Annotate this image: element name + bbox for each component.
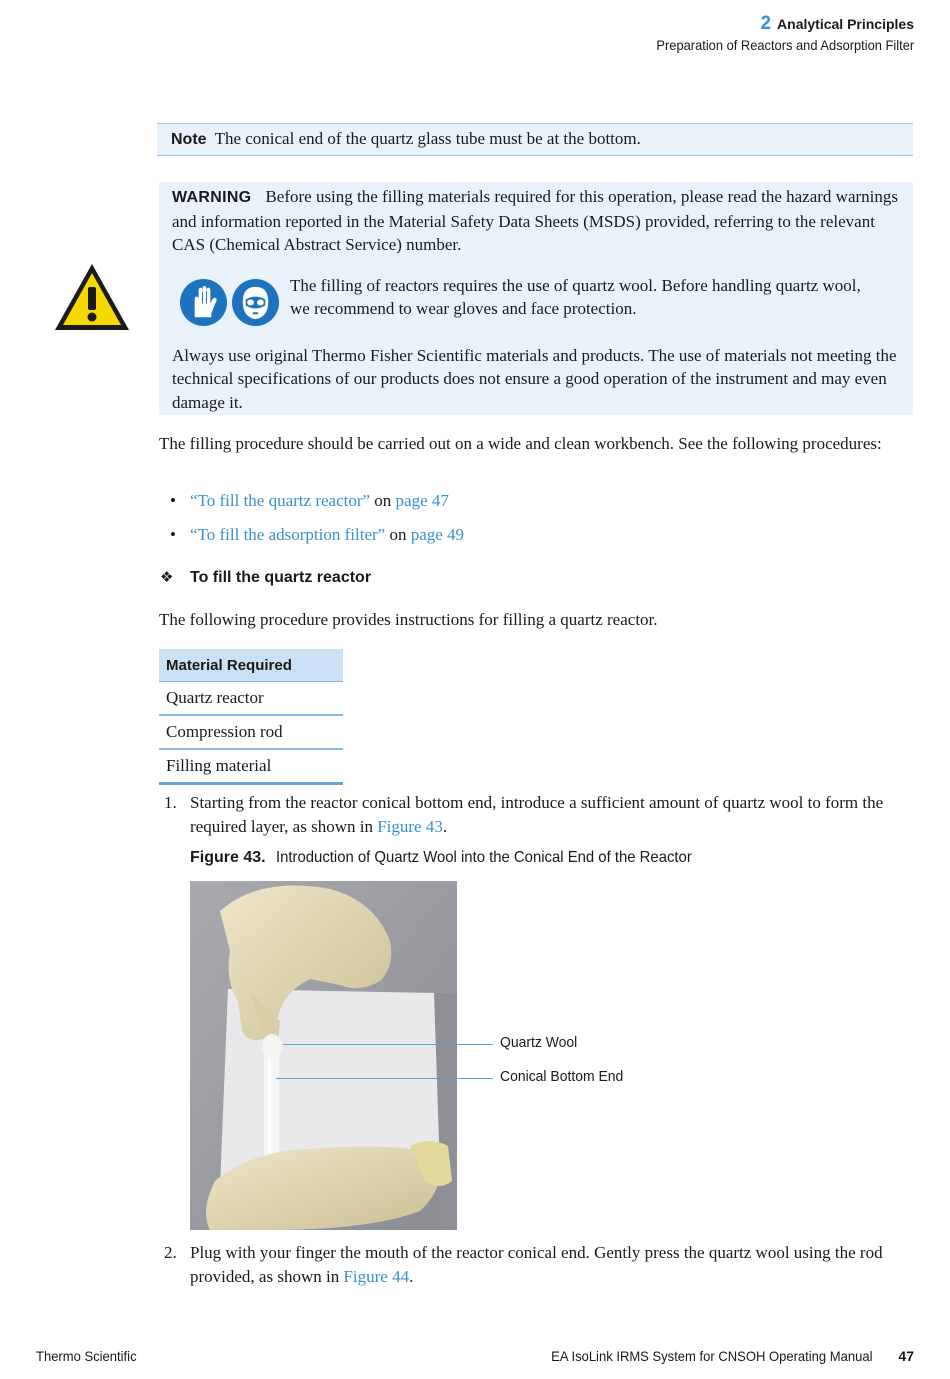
warning-box — [159, 182, 913, 415]
callout-line-conical-bottom-end — [276, 1078, 493, 1079]
list-item: • “To fill the quartz reactor” on page 47 — [170, 491, 449, 510]
face-protection-icon — [231, 278, 280, 327]
table-row: Compression rod — [159, 715, 343, 749]
note-label: Note — [171, 131, 207, 148]
warning-label: WARNING — [172, 189, 252, 206]
link-figure-43[interactable]: Figure 43 — [377, 816, 443, 836]
chapter-title: Analytical Principles — [777, 16, 914, 32]
step-1: 1. Starting from the reactor conical bottom end, introduce a sufficient amount of quartz wool to form the required layer, as shown in Figure 43. — [164, 793, 884, 836]
figure-title: Introduction of Quartz Wool into the Conical End of the Reactor — [275, 849, 692, 866]
callout-quartz-wool: Quartz Wool — [500, 1034, 578, 1051]
link-page-47[interactable]: page 47 — [395, 491, 449, 510]
procedure-intro: The following procedure provides instructions for filling a quartz reactor. — [159, 610, 658, 629]
materials-text: Always use original Thermo Fisher Scientific materials and products. The use of materials not meeting the technical specifications of our products does not ensure a good operation of the instrument and may even damage it. — [172, 345, 897, 412]
table-row: Quartz reactor — [159, 682, 343, 716]
footer-right — [527, 1348, 914, 1364]
list-item: • “To fill the adsorption filter” on page 49 — [170, 525, 465, 544]
warning-text: Before using the filling materials required for this operation, please read the hazard warnings and information reported in the Material Safety Data Sheets (MSDS) provided, referring to the relevant CAS (Chemical Abstract Service) number. — [172, 187, 898, 254]
note-text: The conical end of the quartz glass tube must be at the bottom. — [214, 129, 641, 148]
note-box — [157, 123, 913, 156]
gloves-icon — [179, 278, 228, 327]
running-header — [634, 14, 914, 54]
warning-triangle-icon — [52, 261, 132, 333]
link-fill-adsorption-filter[interactable]: “To fill the adsorption filter” — [190, 525, 386, 544]
procedure-heading: ❖ To fill the quartz reactor — [160, 569, 372, 586]
step-2: 2. Plug with your finger the mouth of the reactor conical end. Gently press the quartz wool using the rod provided, as shown in Figure 44. — [164, 1243, 883, 1286]
link-fill-quartz-reactor[interactable]: “To fill the quartz reactor” — [190, 491, 371, 510]
ppe-text: The filling of reactors requires the use of quartz wool. Before handling quartz wool, we recommend to wear gloves and face protection. — [290, 275, 861, 318]
link-figure-44[interactable]: Figure 44 — [343, 1266, 410, 1286]
figure-caption — [190, 849, 723, 867]
link-page-49[interactable]: page 49 — [410, 525, 465, 544]
chapter-number: 2 — [760, 13, 772, 34]
footer-manual-title: EA IsoLink IRMS System for CNSOH Operating Manual — [551, 1348, 873, 1364]
intro-paragraph: The filling procedure should be carried out on a wide and clean workbench. See the following procedures: — [159, 434, 882, 453]
material-table-header: Material Required — [159, 649, 343, 682]
procedure-diamond-icon: ❖ — [160, 569, 174, 586]
page-number: 47 — [898, 1348, 914, 1364]
section-title: Preparation of Reactors and Adsorption Filter — [656, 37, 914, 53]
footer-left: Thermo Scientific — [36, 1348, 137, 1364]
procedure-link-list — [170, 489, 464, 557]
callout-line-quartz-wool — [283, 1044, 493, 1045]
quartz-wool-photo — [190, 881, 457, 1230]
figure-number: Figure 43. — [190, 849, 266, 866]
bullet-icon: • — [170, 491, 176, 510]
table-row: Filling material — [159, 749, 343, 784]
bullet-icon: • — [170, 525, 176, 544]
callout-conical-bottom-end: Conical Bottom End — [500, 1068, 624, 1085]
material-table — [159, 649, 343, 785]
